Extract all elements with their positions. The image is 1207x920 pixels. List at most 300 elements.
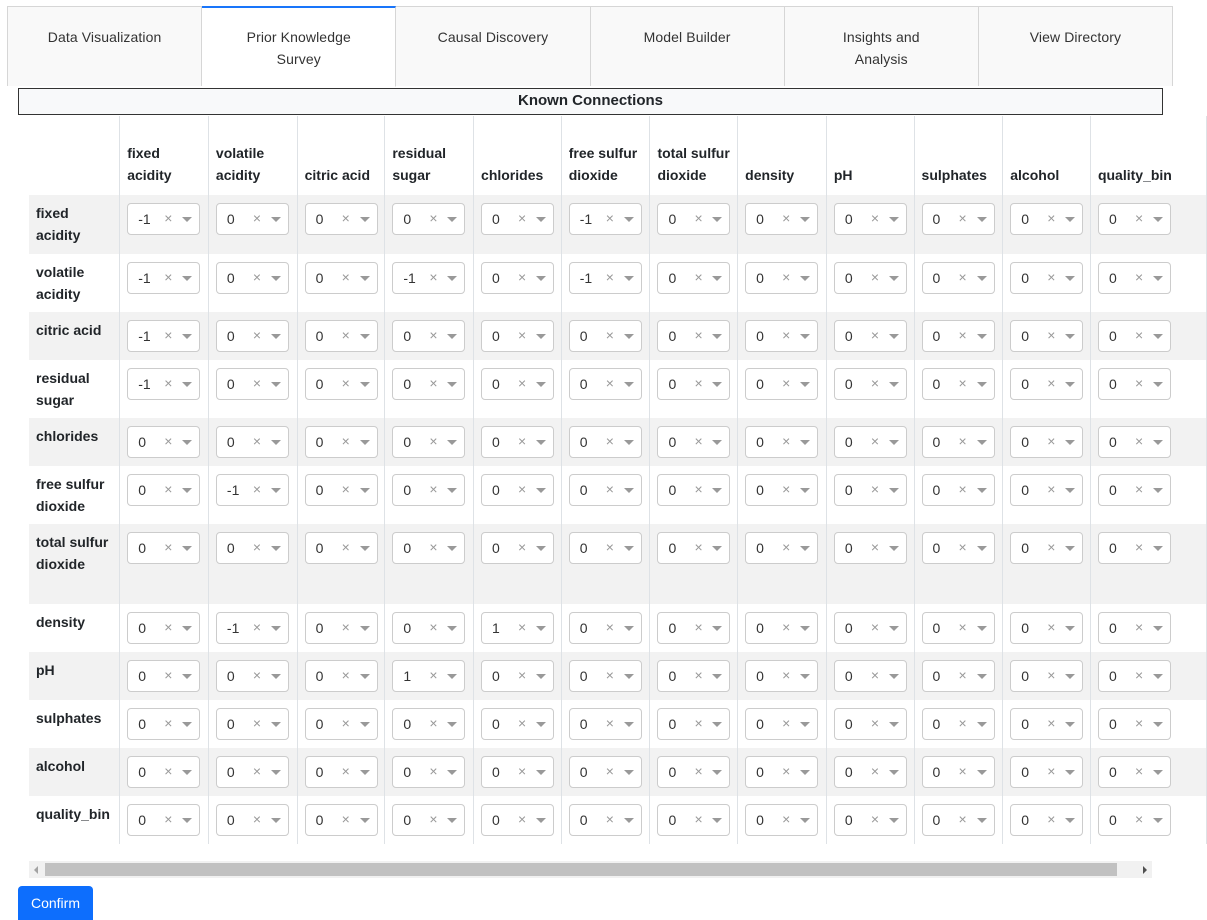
clear-icon[interactable]: × [605, 667, 614, 683]
chevron-down-icon[interactable] [889, 488, 899, 493]
clear-icon[interactable]: × [429, 619, 438, 635]
connection-select[interactable] [481, 532, 554, 564]
chevron-down-icon[interactable] [977, 674, 987, 679]
clear-icon[interactable]: × [341, 539, 350, 555]
connection-select[interactable] [657, 532, 730, 564]
connection-select[interactable] [305, 660, 378, 692]
chevron-down-icon[interactable] [624, 276, 634, 281]
chevron-down-icon[interactable] [1065, 770, 1075, 775]
clear-icon[interactable]: × [782, 811, 791, 827]
chevron-down-icon[interactable] [447, 440, 457, 445]
chevron-down-icon[interactable] [447, 488, 457, 493]
chevron-down-icon[interactable] [182, 488, 192, 493]
clear-icon[interactable]: × [1047, 327, 1056, 343]
clear-icon[interactable]: × [252, 619, 262, 635]
clear-icon[interactable]: × [252, 667, 262, 683]
connection-select[interactable] [834, 426, 907, 458]
tab-view-directory[interactable] [979, 6, 1173, 86]
chevron-down-icon[interactable] [889, 334, 899, 339]
clear-icon[interactable]: × [429, 811, 438, 827]
connection-select[interactable] [481, 368, 554, 400]
clear-icon[interactable]: × [164, 375, 173, 391]
connection-select[interactable] [216, 474, 289, 506]
chevron-down-icon[interactable] [447, 382, 457, 387]
connection-select[interactable] [922, 203, 995, 235]
chevron-down-icon[interactable] [1153, 626, 1163, 631]
chevron-down-icon[interactable] [977, 276, 987, 281]
chevron-down-icon[interactable] [889, 722, 899, 727]
chevron-down-icon[interactable] [889, 674, 899, 679]
connection-select[interactable] [922, 756, 995, 788]
connection-select[interactable] [216, 612, 289, 644]
chevron-down-icon[interactable] [447, 722, 457, 727]
connection-select[interactable] [1010, 262, 1083, 294]
horizontal-scrollbar[interactable] [29, 861, 1152, 878]
clear-icon[interactable]: × [429, 210, 438, 226]
connection-select[interactable] [834, 804, 907, 836]
connection-select[interactable] [745, 612, 818, 644]
connection-select[interactable] [216, 532, 289, 564]
chevron-down-icon[interactable] [624, 674, 634, 679]
clear-icon[interactable]: × [958, 539, 967, 555]
clear-icon[interactable]: × [518, 811, 527, 827]
connection-select[interactable] [745, 474, 818, 506]
connection-select[interactable] [481, 756, 554, 788]
connection-select[interactable] [1098, 203, 1171, 235]
connection-select[interactable] [569, 320, 642, 352]
connection-select[interactable] [216, 756, 289, 788]
connection-select[interactable] [745, 320, 818, 352]
chevron-down-icon[interactable] [800, 217, 810, 222]
connection-select[interactable] [569, 426, 642, 458]
connection-select[interactable] [834, 203, 907, 235]
chevron-down-icon[interactable] [182, 546, 192, 551]
clear-icon[interactable]: × [958, 327, 967, 343]
connection-select[interactable] [1098, 660, 1171, 692]
connection-select[interactable] [922, 262, 995, 294]
chevron-down-icon[interactable] [360, 382, 370, 387]
clear-icon[interactable]: × [782, 433, 791, 449]
connection-select[interactable] [745, 426, 818, 458]
connection-select[interactable] [305, 756, 378, 788]
connection-select[interactable] [392, 804, 465, 836]
chevron-down-icon[interactable] [889, 626, 899, 631]
clear-icon[interactable]: × [870, 375, 880, 391]
connection-select[interactable] [1098, 368, 1171, 400]
connection-select[interactable] [1098, 474, 1171, 506]
connection-select[interactable] [392, 612, 465, 644]
connection-select[interactable] [127, 708, 200, 740]
chevron-down-icon[interactable] [624, 722, 634, 727]
chevron-down-icon[interactable] [536, 770, 546, 775]
scrollbar-thumb[interactable] [45, 863, 1117, 876]
tab-prior-knowledge-survey[interactable] [202, 6, 396, 87]
chevron-down-icon[interactable] [360, 770, 370, 775]
chevron-down-icon[interactable] [977, 722, 987, 727]
clear-icon[interactable]: × [341, 269, 350, 285]
connection-select[interactable] [216, 426, 289, 458]
connection-select[interactable] [834, 262, 907, 294]
connection-select[interactable] [127, 426, 200, 458]
clear-icon[interactable]: × [429, 667, 438, 683]
connection-select[interactable] [834, 320, 907, 352]
clear-icon[interactable]: × [694, 327, 703, 343]
clear-icon[interactable]: × [1134, 715, 1144, 731]
chevron-down-icon[interactable] [800, 382, 810, 387]
chevron-down-icon[interactable] [624, 770, 634, 775]
connection-select[interactable] [657, 368, 730, 400]
clear-icon[interactable]: × [164, 269, 173, 285]
clear-icon[interactable]: × [958, 667, 967, 683]
clear-icon[interactable]: × [782, 327, 791, 343]
tab-insights-and-analysis[interactable] [785, 6, 979, 86]
chevron-down-icon[interactable] [1065, 440, 1075, 445]
clear-icon[interactable]: × [518, 715, 527, 731]
clear-icon[interactable]: × [605, 763, 614, 779]
clear-icon[interactable]: × [782, 269, 791, 285]
chevron-down-icon[interactable] [1153, 276, 1163, 281]
connection-select[interactable] [922, 368, 995, 400]
chevron-down-icon[interactable] [536, 217, 546, 222]
chevron-down-icon[interactable] [360, 722, 370, 727]
clear-icon[interactable]: × [782, 375, 791, 391]
chevron-down-icon[interactable] [1153, 722, 1163, 727]
chevron-down-icon[interactable] [271, 334, 281, 339]
clear-icon[interactable]: × [870, 433, 880, 449]
connection-select[interactable] [127, 320, 200, 352]
connection-select[interactable] [305, 474, 378, 506]
chevron-down-icon[interactable] [182, 722, 192, 727]
clear-icon[interactable]: × [605, 433, 614, 449]
chevron-down-icon[interactable] [447, 217, 457, 222]
clear-icon[interactable]: × [782, 539, 791, 555]
chevron-down-icon[interactable] [889, 546, 899, 551]
connection-select[interactable] [305, 426, 378, 458]
clear-icon[interactable]: × [870, 619, 880, 635]
chevron-down-icon[interactable] [977, 626, 987, 631]
clear-icon[interactable]: × [429, 269, 438, 285]
chevron-down-icon[interactable] [712, 217, 722, 222]
clear-icon[interactable]: × [605, 375, 614, 391]
connection-select[interactable] [1098, 756, 1171, 788]
clear-icon[interactable]: × [518, 269, 527, 285]
clear-icon[interactable]: × [252, 433, 262, 449]
chevron-down-icon[interactable] [889, 382, 899, 387]
chevron-down-icon[interactable] [360, 626, 370, 631]
clear-icon[interactable]: × [1047, 210, 1056, 226]
connection-select[interactable] [922, 426, 995, 458]
chevron-down-icon[interactable] [1153, 334, 1163, 339]
chevron-down-icon[interactable] [1153, 217, 1163, 222]
clear-icon[interactable]: × [958, 619, 967, 635]
clear-icon[interactable]: × [782, 715, 791, 731]
chevron-down-icon[interactable] [1065, 276, 1075, 281]
scroll-left-arrow-icon[interactable] [34, 866, 38, 874]
clear-icon[interactable]: × [605, 811, 614, 827]
connection-select[interactable] [481, 203, 554, 235]
clear-icon[interactable]: × [341, 811, 350, 827]
connection-select[interactable] [127, 804, 200, 836]
chevron-down-icon[interactable] [624, 488, 634, 493]
connection-select[interactable] [481, 660, 554, 692]
chevron-down-icon[interactable] [271, 276, 281, 281]
clear-icon[interactable]: × [1047, 715, 1056, 731]
connection-select[interactable] [481, 474, 554, 506]
chevron-down-icon[interactable] [977, 217, 987, 222]
clear-icon[interactable]: × [694, 715, 703, 731]
connection-select[interactable] [216, 660, 289, 692]
chevron-down-icon[interactable] [712, 546, 722, 551]
chevron-down-icon[interactable] [1065, 674, 1075, 679]
chevron-down-icon[interactable] [889, 217, 899, 222]
connection-select[interactable] [657, 612, 730, 644]
chevron-down-icon[interactable] [800, 770, 810, 775]
clear-icon[interactable]: × [1134, 210, 1144, 226]
connection-select[interactable] [1010, 708, 1083, 740]
chevron-down-icon[interactable] [977, 488, 987, 493]
connection-select[interactable] [745, 368, 818, 400]
chevron-down-icon[interactable] [624, 334, 634, 339]
chevron-down-icon[interactable] [800, 674, 810, 679]
connection-select[interactable] [834, 756, 907, 788]
chevron-down-icon[interactable] [360, 440, 370, 445]
connection-select[interactable] [745, 756, 818, 788]
clear-icon[interactable]: × [164, 667, 173, 683]
chevron-down-icon[interactable] [536, 546, 546, 551]
clear-icon[interactable]: × [870, 763, 880, 779]
chevron-down-icon[interactable] [712, 334, 722, 339]
connection-select[interactable] [1098, 262, 1171, 294]
clear-icon[interactable]: × [1134, 667, 1144, 683]
connection-select[interactable] [657, 320, 730, 352]
chevron-down-icon[interactable] [1065, 818, 1075, 823]
chevron-down-icon[interactable] [271, 382, 281, 387]
chevron-down-icon[interactable] [712, 382, 722, 387]
connection-select[interactable] [657, 474, 730, 506]
clear-icon[interactable]: × [1134, 763, 1144, 779]
chevron-down-icon[interactable] [182, 276, 192, 281]
clear-icon[interactable]: × [958, 433, 967, 449]
clear-icon[interactable]: × [870, 481, 880, 497]
clear-icon[interactable]: × [605, 269, 614, 285]
clear-icon[interactable]: × [694, 667, 703, 683]
connection-select[interactable] [1098, 426, 1171, 458]
clear-icon[interactable]: × [958, 811, 967, 827]
connection-select[interactable] [745, 660, 818, 692]
chevron-down-icon[interactable] [447, 334, 457, 339]
connection-select[interactable] [127, 203, 200, 235]
connection-select[interactable] [569, 203, 642, 235]
connection-select[interactable] [1010, 203, 1083, 235]
chevron-down-icon[interactable] [271, 546, 281, 551]
clear-icon[interactable]: × [694, 763, 703, 779]
connection-select[interactable] [1010, 660, 1083, 692]
chevron-down-icon[interactable] [712, 818, 722, 823]
clear-icon[interactable]: × [1047, 481, 1056, 497]
clear-icon[interactable]: × [605, 327, 614, 343]
connection-select[interactable] [834, 708, 907, 740]
connection-select[interactable] [657, 804, 730, 836]
chevron-down-icon[interactable] [712, 770, 722, 775]
scroll-right-arrow-icon[interactable] [1143, 866, 1147, 874]
connection-select[interactable] [1098, 532, 1171, 564]
clear-icon[interactable]: × [164, 763, 173, 779]
chevron-down-icon[interactable] [536, 626, 546, 631]
clear-icon[interactable]: × [605, 210, 614, 226]
chevron-down-icon[interactable] [182, 770, 192, 775]
chevron-down-icon[interactable] [977, 382, 987, 387]
chevron-down-icon[interactable] [800, 276, 810, 281]
clear-icon[interactable]: × [164, 619, 173, 635]
clear-icon[interactable]: × [958, 763, 967, 779]
connection-select[interactable] [392, 532, 465, 564]
clear-icon[interactable]: × [341, 327, 350, 343]
chevron-down-icon[interactable] [977, 546, 987, 551]
chevron-down-icon[interactable] [271, 488, 281, 493]
connection-select[interactable] [392, 320, 465, 352]
chevron-down-icon[interactable] [977, 770, 987, 775]
connection-select[interactable] [922, 532, 995, 564]
clear-icon[interactable]: × [429, 433, 438, 449]
clear-icon[interactable]: × [518, 481, 527, 497]
chevron-down-icon[interactable] [1065, 217, 1075, 222]
connection-select[interactable] [657, 426, 730, 458]
chevron-down-icon[interactable] [271, 674, 281, 679]
clear-icon[interactable]: × [694, 539, 703, 555]
clear-icon[interactable]: × [341, 433, 350, 449]
clear-icon[interactable]: × [252, 715, 262, 731]
tab-model-builder[interactable] [591, 6, 785, 86]
clear-icon[interactable]: × [782, 619, 791, 635]
connection-select[interactable] [1010, 426, 1083, 458]
chevron-down-icon[interactable] [624, 546, 634, 551]
chevron-down-icon[interactable] [712, 674, 722, 679]
clear-icon[interactable]: × [1047, 811, 1056, 827]
clear-icon[interactable]: × [1047, 375, 1056, 391]
connection-select[interactable] [834, 532, 907, 564]
clear-icon[interactable]: × [518, 375, 527, 391]
clear-icon[interactable]: × [958, 715, 967, 731]
clear-icon[interactable]: × [605, 619, 614, 635]
connection-select[interactable] [834, 612, 907, 644]
connection-select[interactable] [657, 708, 730, 740]
clear-icon[interactable]: × [341, 481, 350, 497]
chevron-down-icon[interactable] [447, 276, 457, 281]
chevron-down-icon[interactable] [271, 818, 281, 823]
chevron-down-icon[interactable] [624, 818, 634, 823]
clear-icon[interactable]: × [252, 375, 262, 391]
chevron-down-icon[interactable] [624, 440, 634, 445]
clear-icon[interactable]: × [429, 763, 438, 779]
clear-icon[interactable]: × [1047, 667, 1056, 683]
clear-icon[interactable]: × [164, 715, 173, 731]
connection-select[interactable] [569, 368, 642, 400]
chevron-down-icon[interactable] [1065, 382, 1075, 387]
connection-select[interactable] [922, 474, 995, 506]
connection-select[interactable] [569, 474, 642, 506]
clear-icon[interactable]: × [870, 210, 880, 226]
connection-select[interactable] [1010, 804, 1083, 836]
chevron-down-icon[interactable] [360, 818, 370, 823]
clear-icon[interactable]: × [341, 715, 350, 731]
connection-select[interactable] [1010, 612, 1083, 644]
clear-icon[interactable]: × [605, 715, 614, 731]
connection-select[interactable] [745, 532, 818, 564]
chevron-down-icon[interactable] [1153, 770, 1163, 775]
connection-select[interactable] [127, 262, 200, 294]
connection-select[interactable] [834, 368, 907, 400]
clear-icon[interactable]: × [252, 269, 262, 285]
connection-select[interactable] [305, 203, 378, 235]
connection-select[interactable] [481, 262, 554, 294]
chevron-down-icon[interactable] [889, 276, 899, 281]
connection-select[interactable] [216, 368, 289, 400]
clear-icon[interactable]: × [429, 481, 438, 497]
chevron-down-icon[interactable] [360, 546, 370, 551]
clear-icon[interactable]: × [605, 481, 614, 497]
connection-select[interactable] [392, 368, 465, 400]
chevron-down-icon[interactable] [360, 217, 370, 222]
chevron-down-icon[interactable] [182, 440, 192, 445]
clear-icon[interactable]: × [252, 811, 262, 827]
clear-icon[interactable]: × [252, 210, 262, 226]
chevron-down-icon[interactable] [1065, 334, 1075, 339]
connection-select[interactable] [127, 756, 200, 788]
connection-select[interactable] [216, 262, 289, 294]
connection-select[interactable] [481, 708, 554, 740]
clear-icon[interactable]: × [164, 481, 173, 497]
clear-icon[interactable]: × [782, 763, 791, 779]
chevron-down-icon[interactable] [536, 382, 546, 387]
clear-icon[interactable]: × [252, 481, 262, 497]
chevron-down-icon[interactable] [536, 722, 546, 727]
confirm-button[interactable]: Confirm [18, 886, 93, 920]
clear-icon[interactable]: × [1134, 327, 1144, 343]
clear-icon[interactable]: × [782, 481, 791, 497]
connection-select[interactable] [569, 660, 642, 692]
clear-icon[interactable]: × [1134, 433, 1144, 449]
connection-select[interactable] [392, 203, 465, 235]
connection-select[interactable] [922, 612, 995, 644]
connection-select[interactable] [392, 756, 465, 788]
clear-icon[interactable]: × [870, 715, 880, 731]
chevron-down-icon[interactable] [447, 818, 457, 823]
clear-icon[interactable]: × [1134, 269, 1144, 285]
connection-select[interactable] [305, 804, 378, 836]
chevron-down-icon[interactable] [360, 674, 370, 679]
connection-select[interactable] [745, 262, 818, 294]
connection-select[interactable] [1010, 532, 1083, 564]
clear-icon[interactable]: × [518, 433, 527, 449]
clear-icon[interactable]: × [870, 811, 880, 827]
connection-select[interactable] [657, 203, 730, 235]
connection-select[interactable] [127, 532, 200, 564]
chevron-down-icon[interactable] [447, 674, 457, 679]
connection-select[interactable] [834, 660, 907, 692]
clear-icon[interactable]: × [694, 481, 703, 497]
connection-select[interactable] [1010, 320, 1083, 352]
clear-icon[interactable]: × [341, 210, 350, 226]
chevron-down-icon[interactable] [536, 488, 546, 493]
chevron-down-icon[interactable] [1153, 440, 1163, 445]
connection-select[interactable] [569, 708, 642, 740]
clear-icon[interactable]: × [429, 375, 438, 391]
chevron-down-icon[interactable] [624, 382, 634, 387]
clear-icon[interactable]: × [958, 481, 967, 497]
connection-select[interactable] [481, 320, 554, 352]
chevron-down-icon[interactable] [1065, 488, 1075, 493]
chevron-down-icon[interactable] [977, 334, 987, 339]
